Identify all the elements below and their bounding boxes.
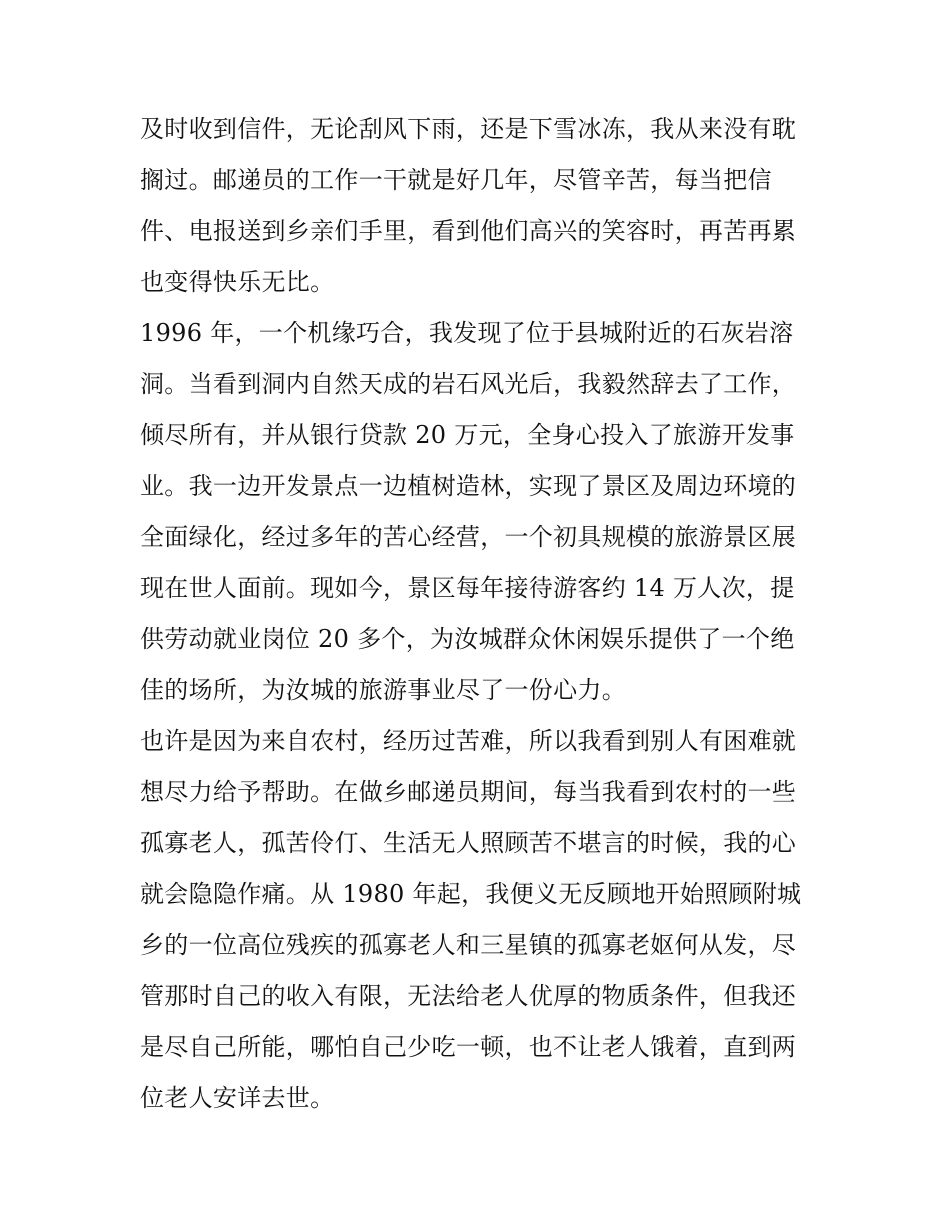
text-line: 现在世人面前。现如今，景区每年接待游客约 14 万人次，提 [140,574,795,602]
text-line: 业。我一边开发景点一边植树造林，实现了景区及周边环境的 [140,472,797,500]
text-line: 孤寡老人，孤苦伶仃、生活无人照顾苦不堪言的时候，我的心 [140,829,797,857]
text-line: 乡的一位高位残疾的孤寡老人和三星镇的孤寡老妪何从发，尽 [140,931,797,959]
text-line: 1996 年，一个机缘巧合，我发现了位于县城附近的石灰岩溶 [140,319,794,347]
text-line: 倾尽所有，并从银行贷款 20 万元，全身心投入了旅游开发事 [140,421,795,449]
text-line: 想尽力给予帮助。在做乡邮递员期间，每当我看到农村的一些 [140,778,797,806]
text-line: 及时收到信件，无论刮风下雨，还是下雪冰冻，我从来没有耽 [140,115,797,143]
document-body [140,104,830,1124]
text-line: 洞。当看到洞内自然天成的岩石风光后，我毅然辞去了工作， [140,370,797,398]
text-line: 全面绿化，经过多年的苦心经营，一个初具规模的旅游景区展 [140,523,797,551]
text-line: 管那时自己的收入有限，无法给老人优厚的物质条件，但我还 [140,982,797,1010]
text-line: 就会隐隐作痛。从 1980 年起，我便义无反顾地开始照顾附城 [140,880,802,908]
text-line: 搁过。邮递员的工作一干就是好几年，尽管辛苦，每当把信 [140,166,772,194]
text-line: 供劳动就业岗位 20 多个，为汝城群众休闲娱乐提供了一个绝 [140,625,795,653]
text-line: 是尽自己所能，哪怕自己少吃一顿，也不让老人饿着，直到两 [140,1033,797,1061]
text-line: 也许是因为来自农村，经历过苦难，所以我看到别人有困难就 [140,727,797,755]
text-line: 佳的场所，为汝城的旅游事业尽了一份心力。 [140,676,626,704]
text-line: 也变得快乐无比。 [140,268,335,296]
text-line: 位老人安详去世。 [140,1084,335,1112]
text-line: 件、电报送到乡亲们手里，看到他们高兴的笑容时，再苦再累 [140,217,797,245]
